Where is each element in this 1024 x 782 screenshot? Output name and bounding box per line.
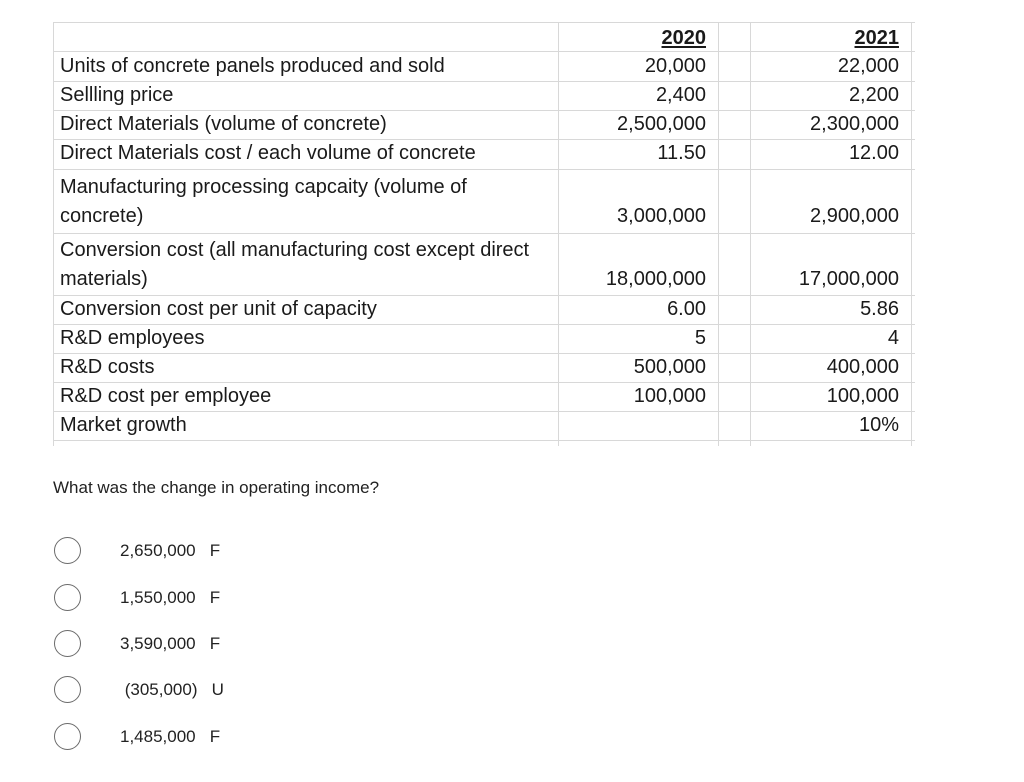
value-2020: 2,400 <box>655 84 706 106</box>
grid-line <box>911 22 912 446</box>
answer-option-label: 2,650,000 F <box>120 541 221 560</box>
row-label: R&D costs <box>60 356 155 378</box>
row-label: Manufacturing processing capcaity (volume of concrete) <box>60 176 467 227</box>
radio-button[interactable] <box>54 537 81 564</box>
row-label: Direct Materials (volume of concrete) <box>60 113 387 135</box>
answer-option-label: 3,590,000 F <box>120 634 221 653</box>
row-label: Sellling price <box>60 84 174 106</box>
grid-line <box>53 22 54 446</box>
value-2020: 3,000,000 <box>617 205 706 227</box>
answer-option-label: 1,550,000 F <box>120 588 221 607</box>
answer-option-5[interactable] <box>54 723 374 753</box>
radio-button[interactable] <box>54 676 81 703</box>
value-2021: 17,000,000 <box>798 268 899 290</box>
value-2020: 5 <box>694 327 706 349</box>
grid-line <box>53 169 915 170</box>
row-label: Direct Materials cost / each volume of concrete <box>60 142 476 164</box>
year-header-2020: 2020 <box>661 27 706 49</box>
data-table <box>53 22 915 446</box>
row-label: R&D cost per employee <box>60 385 272 407</box>
answer-option-3[interactable] <box>54 630 374 660</box>
answer-option-label: 1,485,000 F <box>120 727 221 746</box>
value-2020: 100,000 <box>633 385 706 407</box>
value-2020: 11.50 <box>657 142 706 164</box>
grid-line <box>53 233 915 234</box>
grid-line <box>53 22 915 23</box>
value-2020: 500,000 <box>633 356 706 378</box>
question-text: What was the change in operating income? <box>53 478 380 497</box>
radio-button[interactable] <box>54 723 81 750</box>
row-label: Market growth <box>60 414 187 436</box>
value-2021: 100,000 <box>826 385 899 407</box>
answer-option-4[interactable] <box>54 676 374 706</box>
value-2020: 18,000,000 <box>605 268 706 290</box>
row-label: R&D employees <box>60 327 205 349</box>
answer-option-1[interactable] <box>54 537 374 567</box>
radio-button[interactable] <box>54 584 81 611</box>
value-2021: 4 <box>887 327 899 349</box>
value-2021: 5.86 <box>860 298 899 320</box>
value-2020: 6.00 <box>667 298 706 320</box>
grid-line <box>718 22 719 446</box>
value-2021: 12.00 <box>848 142 899 164</box>
row-label: Conversion cost per unit of capacity <box>60 298 377 320</box>
value-2020: 2,500,000 <box>617 113 706 135</box>
radio-button[interactable] <box>54 630 81 657</box>
row-label: Conversion cost (all manufacturing cost except direct materials) <box>60 239 530 290</box>
answer-option-label: (305,000) U <box>120 680 224 699</box>
value-2021: 2,900,000 <box>810 205 899 227</box>
answer-option-2[interactable] <box>54 584 374 614</box>
value-2021: 2,300,000 <box>810 113 899 135</box>
year-header-2021: 2021 <box>854 27 899 49</box>
value-2020: 20,000 <box>644 55 706 77</box>
value-2021: 10% <box>858 414 899 436</box>
value-2021: 22,000 <box>837 55 899 77</box>
grid-line <box>53 440 915 441</box>
row-label: Units of concrete panels produced and sold <box>60 55 445 77</box>
value-2021: 400,000 <box>826 356 899 378</box>
value-2021: 2,200 <box>848 84 899 106</box>
